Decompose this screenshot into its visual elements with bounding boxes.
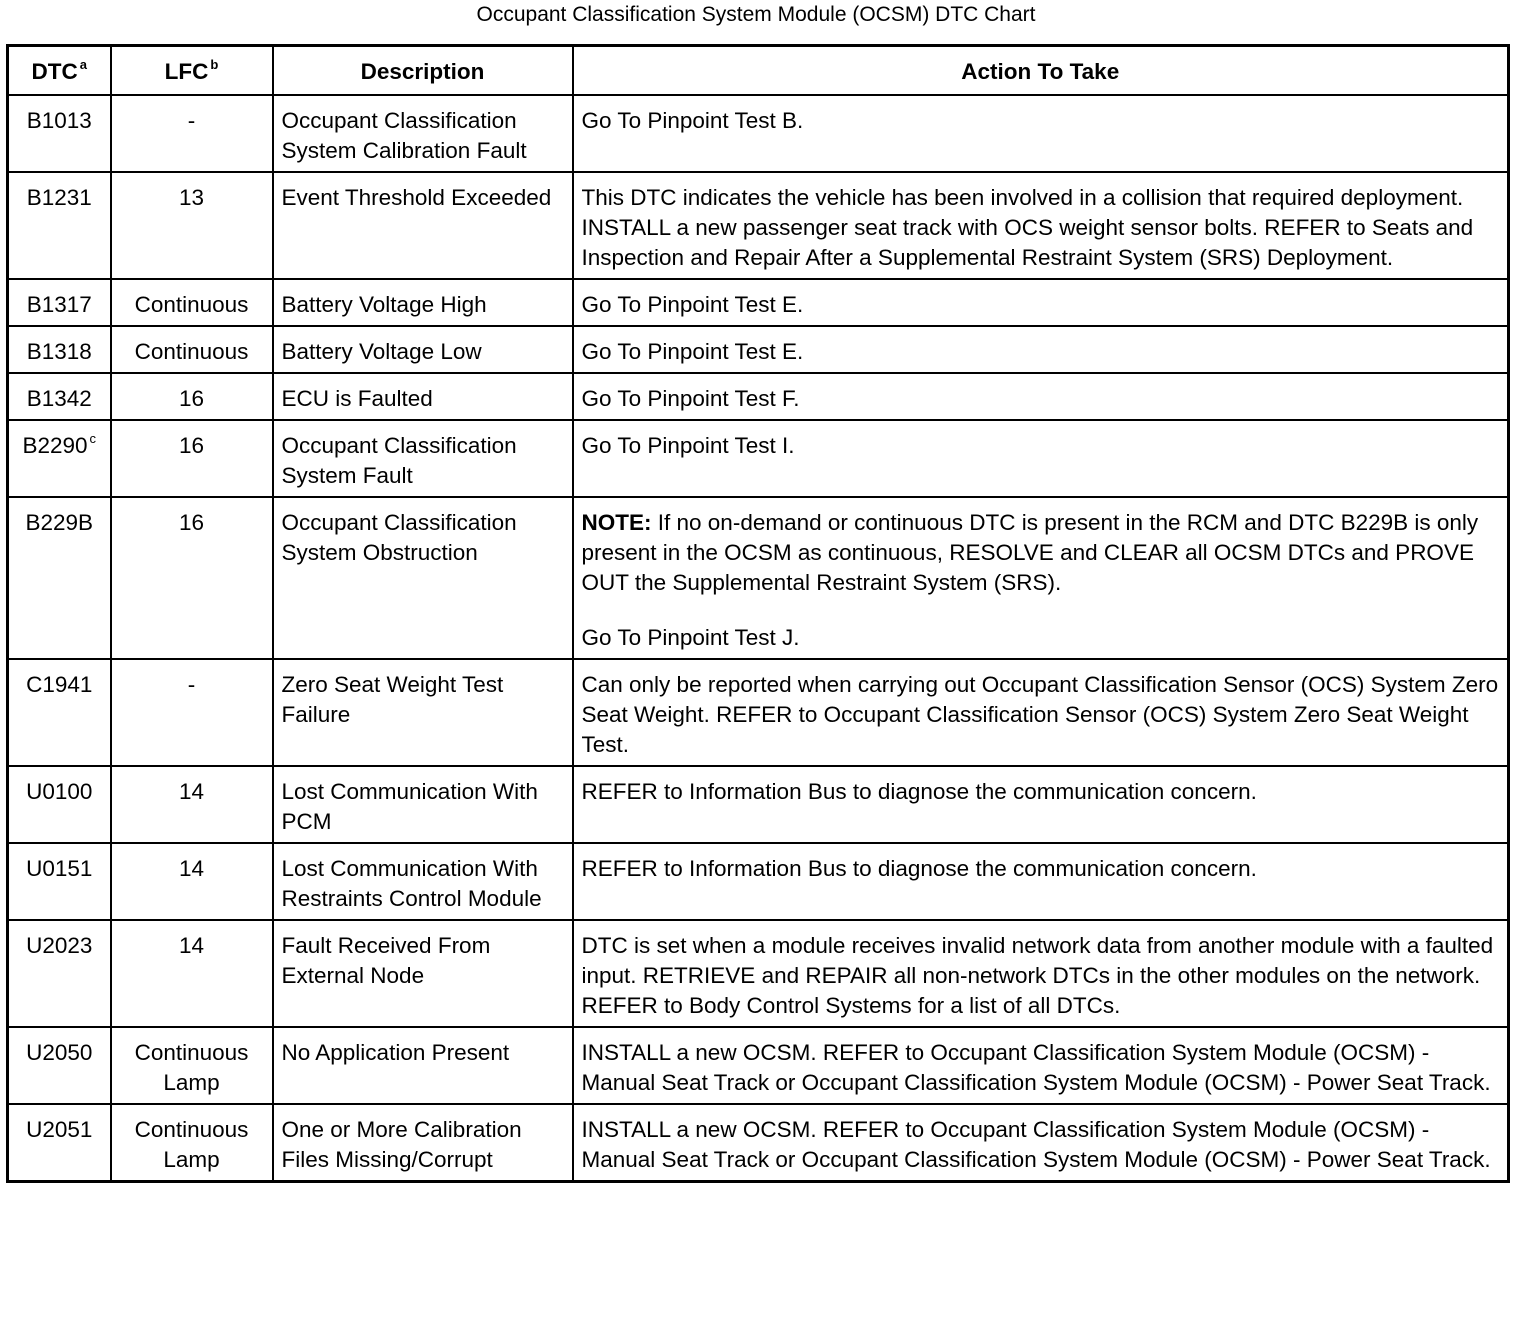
dtc-action: REFER to Information Bus to diagnose the communication concern. [573,766,1509,843]
dtc-description: Lost Communication With Restraints Control Module [273,843,573,920]
dtc-code: U2023 [8,920,111,1027]
lfc-value: Continuous Lamp [111,1104,273,1182]
dtc-code: C1941 [8,659,111,766]
dtc-action [573,497,1509,659]
dtc-code [8,420,111,497]
lfc-value: 16 [111,497,273,659]
lfc-value: - [111,95,273,172]
dtc-action: Go To Pinpoint Test E. [573,326,1509,373]
lfc-value: 16 [111,373,273,420]
lfc-value: Continuous [111,279,273,326]
dtc-description: ECU is Faulted [273,373,573,420]
dtc-action: INSTALL a new OCSM. REFER to Occupant Classification System Module (OCSM) - Manual Seat Track or Occupant Classification System Module (OCSM) - Power Seat Track. [573,1027,1509,1104]
dtc-action: This DTC indicates the vehicle has been involved in a collision that required deployment. INSTALL a new passenger seat track with OCS weight sensor bolts. REFER to Seats and Inspection and Repair After a Supplemental Restraint System (SRS) Deployment. [573,172,1509,279]
dtc-code-text: B2290 [22,433,88,458]
lfc-value: 14 [111,920,273,1027]
dtc-footnote: c [89,431,97,446]
dtc-description: Battery Voltage Low [273,326,573,373]
dtc-code: B1013 [8,95,111,172]
table-row [8,766,1509,843]
table-row [8,497,1509,659]
dtc-action: Go To Pinpoint Test E. [573,279,1509,326]
table-row [8,326,1509,373]
table-row [8,420,1509,497]
dtc-code: B1342 [8,373,111,420]
dtc-description: One or More Calibration Files Missing/Corrupt [273,1104,573,1182]
table-row [8,659,1509,766]
dtc-description: Occupant Classification System Obstruction [273,497,573,659]
dtc-action: Go To Pinpoint Test I. [573,420,1509,497]
dtc-code: B229B [8,497,111,659]
header-lfc [111,46,273,96]
dtc-action: DTC is set when a module receives invalid network data from another module with a faulted input. RETRIEVE and REPAIR all non-network DTCs in the other modules on the network. REFER to Body Control Systems for a list of all DTCs. [573,920,1509,1027]
dtc-description: No Application Present [273,1027,573,1104]
dtc-code: B1318 [8,326,111,373]
header-row [8,46,1509,96]
table-row [8,1104,1509,1182]
lfc-value: 16 [111,420,273,497]
table-row [8,843,1509,920]
dtc-description: Occupant Classification System Calibration Fault [273,95,573,172]
header-action: Action To Take [573,46,1509,96]
table-row [8,1027,1509,1104]
header-description: Description [273,46,573,96]
dtc-table [6,44,1510,1183]
dtc-code: B1231 [8,172,111,279]
lfc-value: Continuous [111,326,273,373]
table-row [8,373,1509,420]
table-row [8,95,1509,172]
dtc-code: B1317 [8,279,111,326]
table-row [8,172,1509,279]
table-row [8,920,1509,1027]
header-dtc-footnote: a [79,57,87,72]
dtc-action: Go To Pinpoint Test F. [573,373,1509,420]
lfc-value: 13 [111,172,273,279]
header-lfc-label: LFC [164,59,209,84]
dtc-code: U2051 [8,1104,111,1182]
dtc-description: Occupant Classification System Fault [273,420,573,497]
header-dtc-label: DTC [31,59,78,84]
note-text: If no on-demand or continuous DTC is present in the RCM and DTC B229B is only present in the OCSM as continuous, RESOLVE and CLEAR all OCSM DTCs and PROVE OUT the Supplemental Restraint System (SRS). [581,510,1479,595]
header-dtc [8,46,111,96]
lfc-value: Continuous Lamp [111,1027,273,1104]
dtc-description: Event Threshold Exceeded [273,172,573,279]
dtc-action: INSTALL a new OCSM. REFER to Occupant Classification System Module (OCSM) - Manual Seat Track or Occupant Classification System Module (OCSM) - Power Seat Track. [573,1104,1509,1182]
dtc-description: Zero Seat Weight Test Failure [273,659,573,766]
header-lfc-footnote: b [210,57,219,72]
dtc-code: U0100 [8,766,111,843]
dtc-description: Battery Voltage High [273,279,573,326]
dtc-action: Can only be reported when carrying out Occupant Classification Sensor (OCS) System Zero Seat Weight. REFER to Occupant Classification Sensor (OCS) System Zero Seat Weight Test. [573,659,1509,766]
dtc-description: Lost Communication With PCM [273,766,573,843]
lfc-value: 14 [111,843,273,920]
chart-title: Occupant Classification System Module (OCSM) DTC Chart [476,3,1036,26]
dtc-action: Go To Pinpoint Test B. [573,95,1509,172]
note-label: NOTE: [581,510,652,535]
table-row [8,279,1509,326]
action-followup: Go To Pinpoint Test J. [581,625,800,650]
dtc-code: U2050 [8,1027,111,1104]
dtc-action: REFER to Information Bus to diagnose the communication concern. [573,843,1509,920]
lfc-value: 14 [111,766,273,843]
dtc-code: U0151 [8,843,111,920]
dtc-description: Fault Received From External Node [273,920,573,1027]
lfc-value: - [111,659,273,766]
